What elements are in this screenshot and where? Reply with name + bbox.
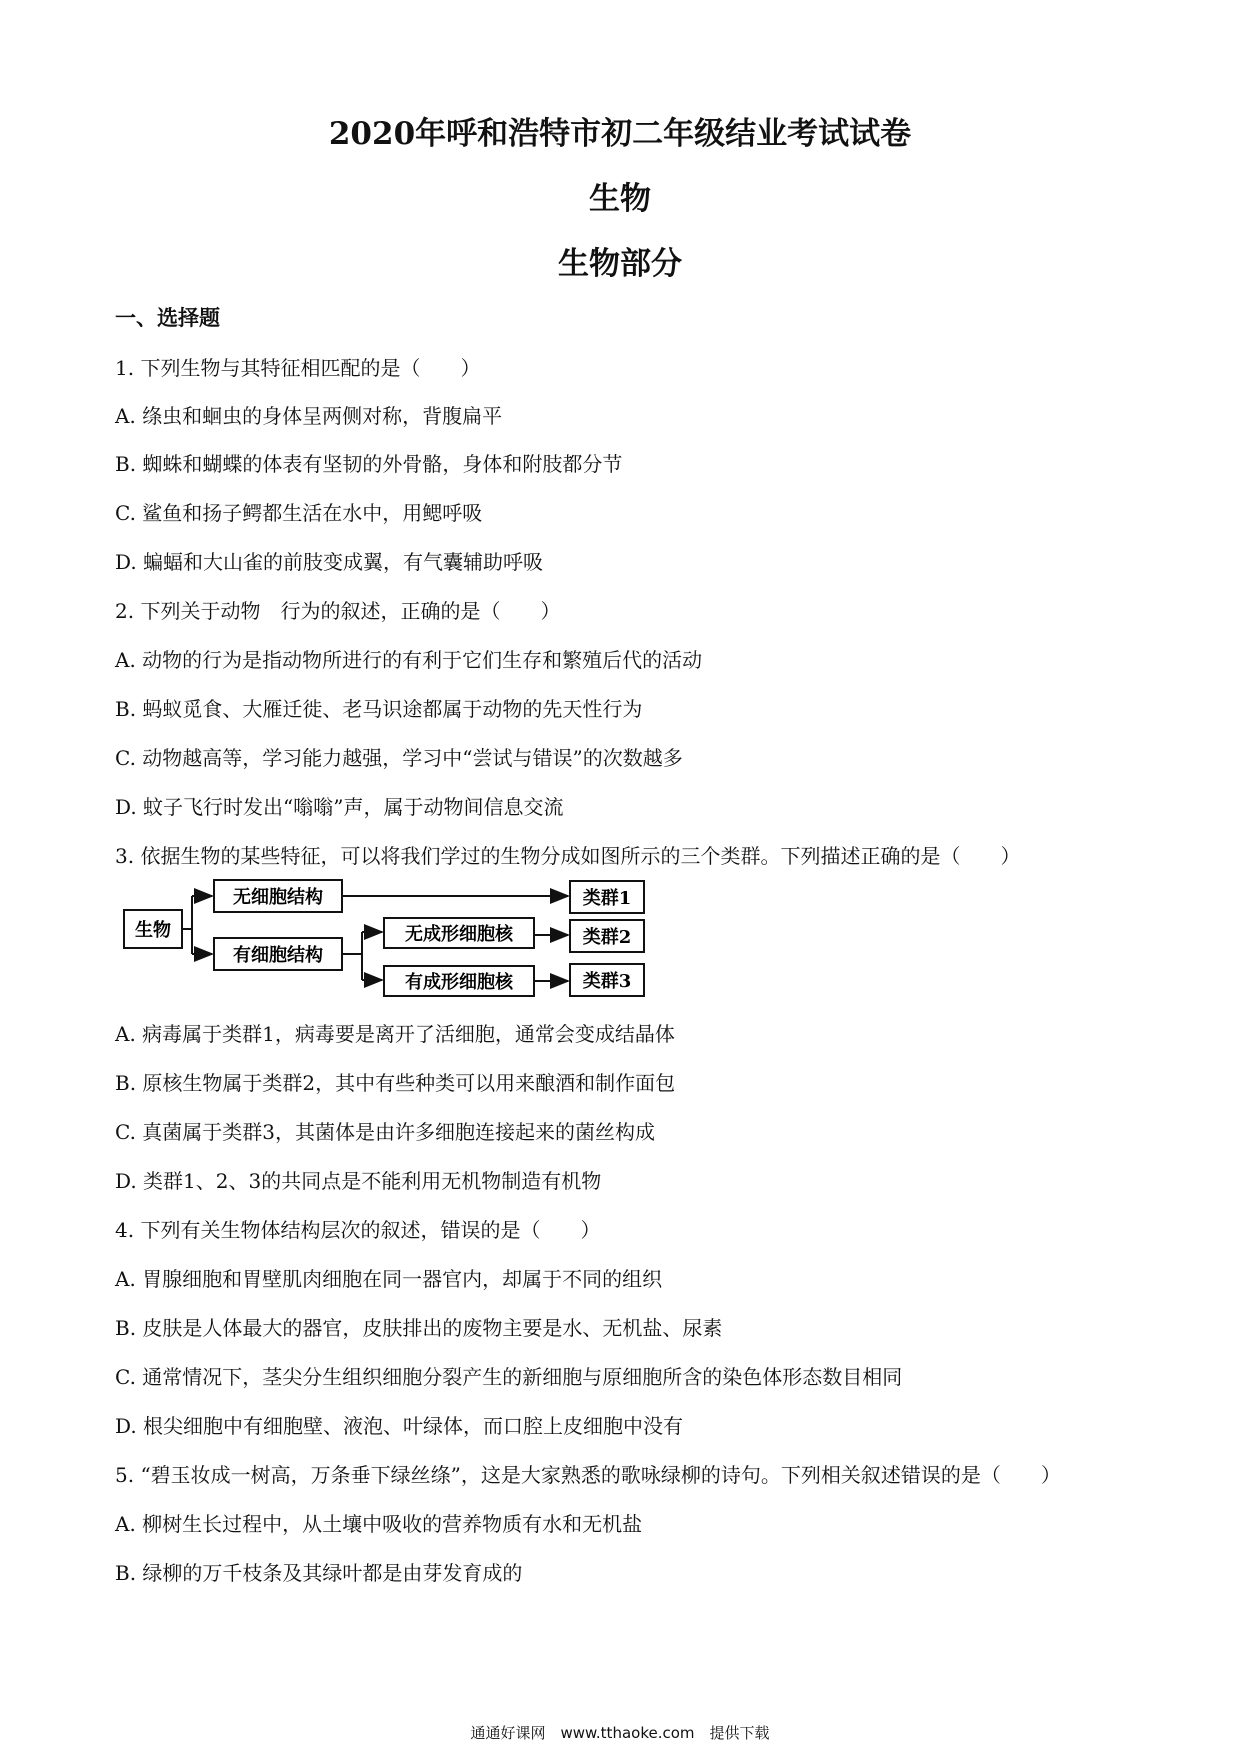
- group2-label: 类群2: [582, 927, 632, 948]
- option-3c: C. 真菌属于类群3，其菌体是由许多细胞连接起来的菌丝构成: [115, 1120, 656, 1144]
- question-2: 2. 下列关于动物 行为的叙述，正确的是（ ）: [115, 599, 561, 623]
- option-1b: B. 蜘蛛和蝴蝶的体表有坚韧的外骨骼，身体和附肢都分节: [115, 452, 623, 476]
- option-1c: C. 鲨鱼和扬子鳄都生活在水中，用鳃呼吸: [115, 501, 483, 525]
- no-nucleus-box: [384, 918, 534, 948]
- option-4d: D. 根尖细胞中有细胞壁、液泡、叶绿体，而口腔上皮细胞中没有: [115, 1414, 684, 1438]
- question-3: 3. 依据生物的某些特征，可以将我们学过的生物分成如图所示的三个类群。下列描述正确的是（ ）: [115, 844, 1021, 868]
- group3-box: [570, 964, 644, 996]
- has-cell-label: 有细胞结构: [233, 945, 323, 966]
- question-1: 1. 下列生物与其特征相匹配的是（ ）: [115, 356, 481, 380]
- root-box: [124, 910, 182, 948]
- option-4a: A. 胃腺细胞和胃壁肌肉细胞在同一器官内，却属于不同的组织: [115, 1267, 663, 1291]
- option-3a: A. 病毒属于类群1，病毒要是离开了活细胞，通常会变成结晶体: [115, 1022, 675, 1046]
- option-2d: D. 蚊子飞行时发出“嗡嗡”声，属于动物间信息交流: [115, 795, 564, 819]
- option-2c: C. 动物越高等，学习能力越强，学习中“尝试与错误”的次数越多: [115, 746, 683, 770]
- option-1a: A. 绦虫和蛔虫的身体呈两侧对称，背腹扁平: [115, 404, 503, 428]
- group1-label: 类群1: [582, 888, 632, 909]
- option-3d: D. 类群1、2、3的共同点是不能利用无机物制造有机物: [115, 1169, 602, 1193]
- option-2b: B. 蚂蚁觅食、大雁迁徙、老马识途都属于动物的先天性行为: [115, 697, 643, 721]
- part-title: 生物部分: [558, 246, 682, 282]
- section-heading: 一、选择题: [115, 306, 220, 330]
- subject-title: 生物: [589, 181, 651, 217]
- option-4b: B. 皮肤是人体最大的器官，皮肤排出的废物主要是水、无机盐、尿素: [115, 1316, 723, 1340]
- option-4c: C. 通常情况下，茎尖分生组织细胞分裂产生的新细胞与原细胞所含的染色体形态数目相同: [115, 1365, 903, 1389]
- has-cell-box: [214, 938, 342, 970]
- group3-label: 类群3: [582, 971, 632, 992]
- group2-box: [570, 920, 644, 952]
- no-nucleus-label: 无成形细胞核: [405, 924, 513, 945]
- question-4: 4. 下列有关生物体结构层次的叙述，错误的是（ ）: [115, 1218, 601, 1242]
- has-nucleus-box: [384, 966, 534, 996]
- option-3b: B. 原核生物属于类群2，其中有些种类可以用来酿酒和制作面包: [115, 1071, 676, 1095]
- option-5b: B. 绿柳的万千枝条及其绿叶都是由芽发育成的: [115, 1561, 523, 1585]
- question-5: 5. “碧玉妆成一树高，万条垂下绿丝绦”，这是大家熟悉的歌咏绿柳的诗句。下列相关叙述错误的是（ ）: [115, 1463, 1061, 1487]
- option-2a: A. 动物的行为是指动物所进行的有利于它们生存和繁殖后代的活动: [115, 648, 703, 672]
- option-1d: D. 蝙蝠和大山雀的前肢变成翼，有气囊辅助呼吸: [115, 550, 544, 574]
- no-cell-box: [214, 880, 342, 912]
- exam-title: 2020年呼和浩特市初二年级结业考试试卷: [328, 116, 912, 152]
- option-5a: A. 柳树生长过程中，从土壤中吸收的营养物质有水和无机盐: [115, 1512, 643, 1536]
- footer-source: 通通好课网 www.tthaoke.com 提供下载: [470, 1724, 770, 1742]
- has-nucleus-label: 有成形细胞核: [405, 972, 513, 993]
- no-cell-label: 无细胞结构: [233, 887, 323, 908]
- group1-box: [570, 881, 644, 913]
- root-label: 生物: [135, 920, 171, 941]
